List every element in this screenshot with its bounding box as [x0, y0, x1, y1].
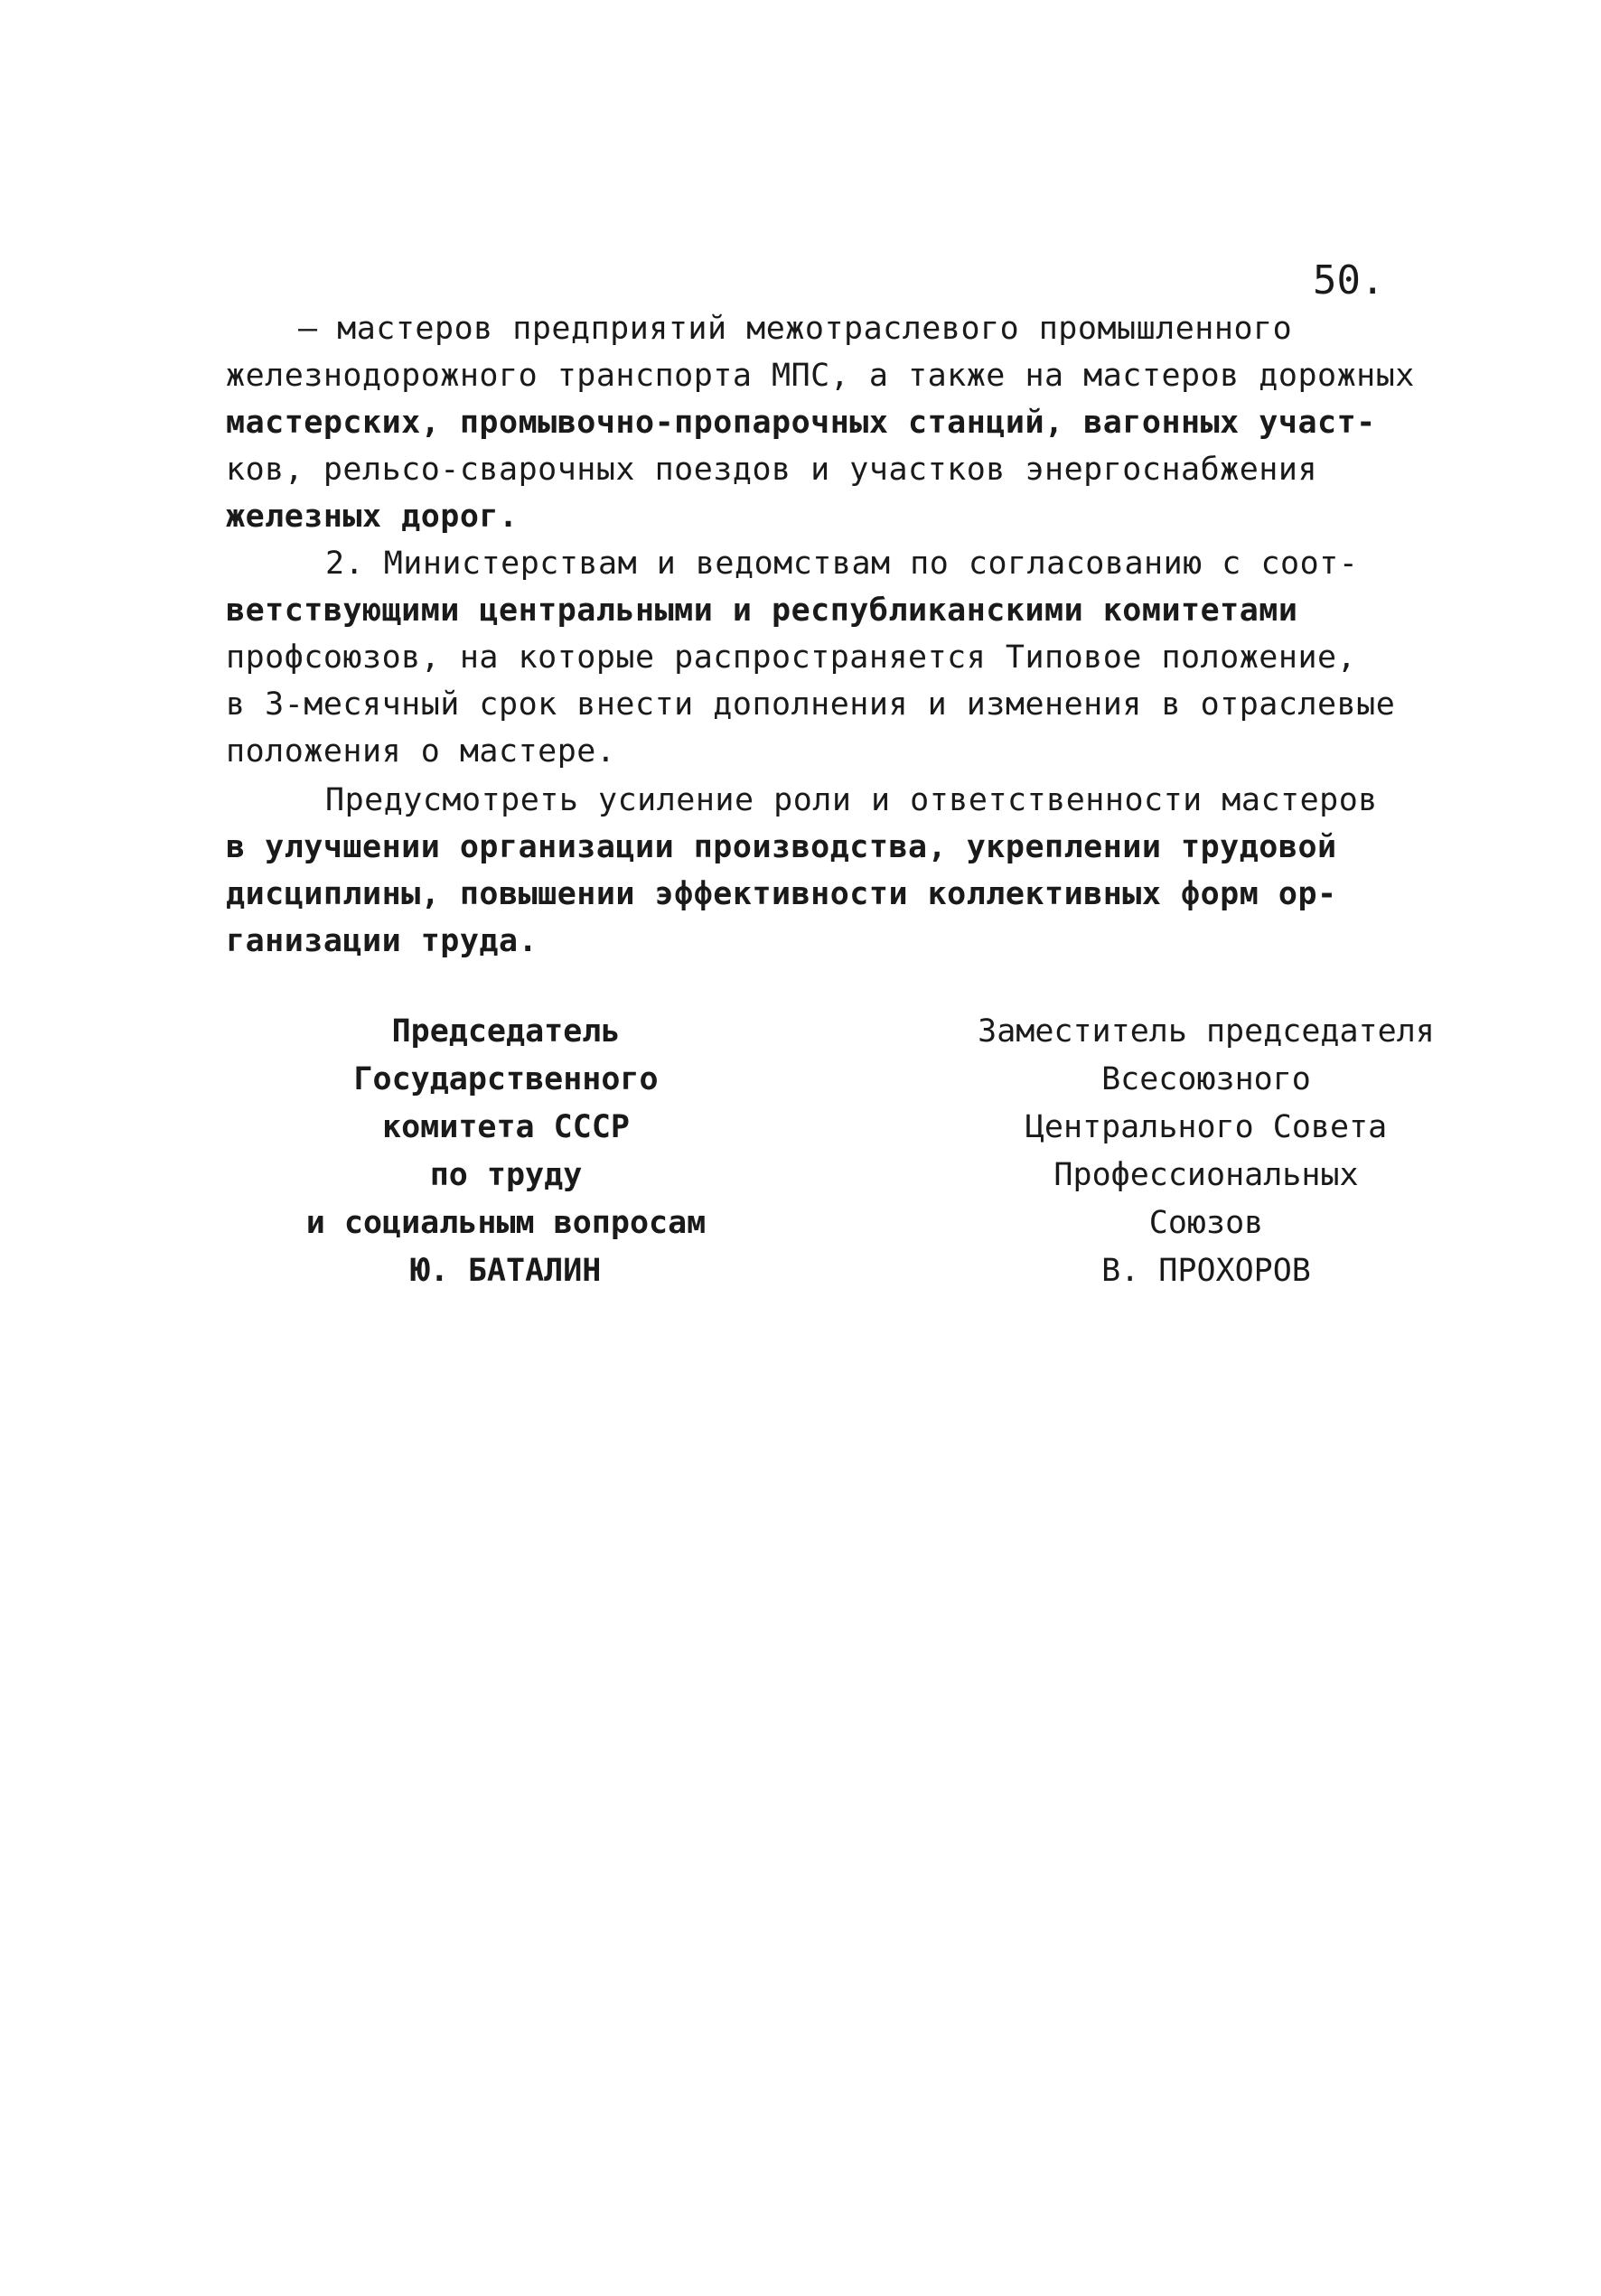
signatory-name: Ю. БАТАЛИН [410, 1253, 602, 1289]
signature-line: Председатель [391, 1013, 621, 1050]
body-line: в улучшении организации производства, укреплении трудовой [226, 829, 1337, 865]
signature-line: Государственного [353, 1061, 659, 1097]
body-line: – мастеров предприятий межотраслевого промышленного [298, 311, 1293, 347]
signature-line: по труду [429, 1157, 583, 1193]
signature-line: Заместитель председателя [978, 1013, 1435, 1050]
body-line: положения о мастере. [226, 733, 616, 770]
signature-line: и социальным вопросам [305, 1205, 707, 1241]
body-line: Предусмотреть усиление роли и ответственности мастеров [325, 782, 1378, 818]
page-number: 50. [1313, 257, 1385, 303]
body-line: железнодорожного транспорта МПС, а также на мастеров дорожных [226, 358, 1415, 394]
signature-block-left [226, 1008, 786, 1295]
signature-line: Всесоюзного [1101, 1061, 1311, 1097]
body-line: дисциплины, повышении эффективности коллективных форм ор- [226, 876, 1337, 912]
signature-line: Центрального Совета [1025, 1109, 1388, 1145]
signature-line: Союзов [1148, 1205, 1264, 1241]
body-line: ков, рельсо-сварочных поездов и участков энергоснабжения [226, 452, 1318, 488]
body-line: мастерских, промывочно-пропарочных станций, вагонных участ- [226, 405, 1376, 441]
body-line: 2. Министерствам и ведомствам по согласованию с соот- [325, 546, 1359, 582]
signature-block-right [926, 1008, 1486, 1295]
signatory-name: В. ПРОХОРОВ [1101, 1253, 1311, 1289]
signature-line: Профессиональных [1053, 1157, 1359, 1193]
body-line: профсоюзов, на которые распространяется Типовое положение, [226, 639, 1357, 676]
body-line: в 3-месячный срок внести дополнения и изменения в отраслевые [226, 686, 1396, 723]
body-line: железных дорог. [226, 499, 519, 535]
body-line: ганизации труда. [226, 923, 538, 959]
body-line: ветствующими центральными и республиканскими комитетами [226, 593, 1298, 629]
signature-line: комитета СССР [382, 1109, 630, 1145]
